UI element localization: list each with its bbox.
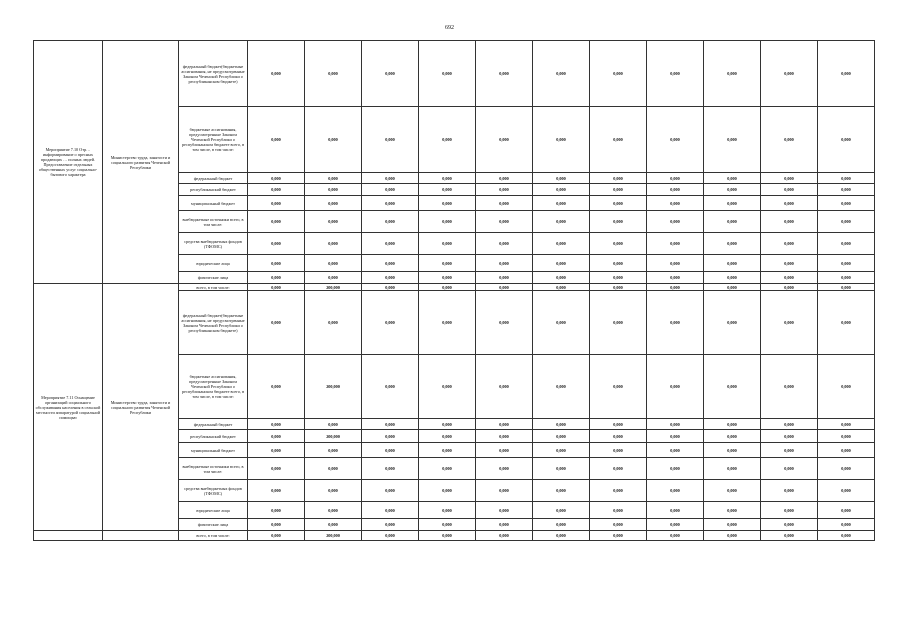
value-cell: 0,000 <box>248 211 305 233</box>
value-cell: 200,000 <box>305 355 362 419</box>
value-cell: 0,000 <box>590 211 647 233</box>
value-cell: 0,000 <box>704 255 761 272</box>
value-cell: 0,000 <box>419 284 476 291</box>
value-cell: 0,000 <box>590 41 647 107</box>
value-cell: 0,000 <box>305 458 362 480</box>
value-cell: 0,000 <box>761 184 818 196</box>
value-cell: 0,000 <box>533 233 590 255</box>
value-cell: 0,000 <box>419 233 476 255</box>
value-cell: 0,000 <box>704 502 761 519</box>
value-cell: 0,000 <box>476 107 533 173</box>
funding-source: средства внебюджетных фондов (ТФОМС) <box>179 233 248 255</box>
value-cell: 0,000 <box>761 531 818 541</box>
value-cell: 0,000 <box>419 443 476 458</box>
value-cell: 0,000 <box>476 480 533 502</box>
value-cell: 0,000 <box>362 107 419 173</box>
value-cell: 0,000 <box>818 211 875 233</box>
funding-source: физические лица <box>179 519 248 531</box>
value-cell: 0,000 <box>818 355 875 419</box>
value-cell: 0,000 <box>533 531 590 541</box>
value-cell: 0,000 <box>248 107 305 173</box>
value-cell: 0,000 <box>248 519 305 531</box>
value-cell: 0,000 <box>590 272 647 284</box>
value-cell: 0,000 <box>590 443 647 458</box>
measure-name: Мероприятие 7.11 Оснащение организаций социального обслуживания населения в сельской местности аппаратурой социальной помощью <box>34 284 103 531</box>
value-cell: 0,000 <box>419 211 476 233</box>
value-cell: 0,000 <box>647 255 704 272</box>
value-cell: 0,000 <box>362 458 419 480</box>
executor-name <box>103 531 179 541</box>
value-cell: 200,000 <box>305 531 362 541</box>
value-cell: 0,000 <box>818 233 875 255</box>
funding-source: юридические лица <box>179 255 248 272</box>
executor-name: Министерство труда, занятости и социального развития Чеченской Республики <box>103 41 179 284</box>
value-cell: 0,000 <box>761 284 818 291</box>
table-row <box>34 41 875 107</box>
value-cell: 0,000 <box>647 519 704 531</box>
value-cell: 0,000 <box>818 458 875 480</box>
value-cell: 0,000 <box>476 272 533 284</box>
value-cell: 0,000 <box>476 355 533 419</box>
value-cell: 0,000 <box>248 184 305 196</box>
value-cell: 0,000 <box>305 211 362 233</box>
funding-source: муниципальный бюджет <box>179 443 248 458</box>
value-cell: 0,000 <box>647 443 704 458</box>
value-cell: 0,000 <box>419 419 476 430</box>
value-cell: 0,000 <box>704 284 761 291</box>
value-cell: 0,000 <box>419 255 476 272</box>
executor-name: Министерство труда, занятости и социального развития Чеченской Республики <box>103 284 179 531</box>
value-cell: 0,000 <box>305 255 362 272</box>
value-cell: 0,000 <box>590 255 647 272</box>
funding-source: средства внебюджетных фондов (ТФОМС) <box>179 480 248 502</box>
value-cell: 0,000 <box>362 284 419 291</box>
value-cell: 0,000 <box>362 480 419 502</box>
value-cell: 0,000 <box>647 430 704 443</box>
value-cell: 0,000 <box>533 480 590 502</box>
value-cell: 0,000 <box>476 430 533 443</box>
value-cell: 0,000 <box>590 107 647 173</box>
value-cell: 0,000 <box>704 480 761 502</box>
value-cell: 0,000 <box>704 184 761 196</box>
value-cell: 0,000 <box>419 41 476 107</box>
value-cell: 0,000 <box>647 272 704 284</box>
value-cell: 0,000 <box>305 184 362 196</box>
value-cell: 0,000 <box>818 419 875 430</box>
value-cell: 0,000 <box>704 196 761 211</box>
value-cell: 0,000 <box>647 419 704 430</box>
value-cell: 0,000 <box>704 173 761 184</box>
value-cell: 0,000 <box>362 196 419 211</box>
value-cell: 0,000 <box>647 173 704 184</box>
funding-source: бюджетные ассигнования, предусмотренные Законом Чеченской Республики о республиканском бюджете всего, в том числе, в том числе: <box>179 355 248 419</box>
value-cell: 0,000 <box>761 458 818 480</box>
value-cell: 0,000 <box>704 107 761 173</box>
value-cell: 0,000 <box>818 196 875 211</box>
funding-source: юридические лица <box>179 502 248 519</box>
value-cell: 0,000 <box>533 284 590 291</box>
value-cell: 0,000 <box>590 419 647 430</box>
value-cell: 0,000 <box>362 211 419 233</box>
funding-source: внебюджетные источники всего, в том числе: <box>179 458 248 480</box>
value-cell: 0,000 <box>362 502 419 519</box>
value-cell: 0,000 <box>647 502 704 519</box>
value-cell: 0,000 <box>476 531 533 541</box>
measure-name: Мероприятие 7.10 Отр… информирование о пресных продающих … полных людей. Предоставление отдельных общественных услуг социально-бытового характера <box>34 41 103 284</box>
value-cell: 200,000 <box>305 430 362 443</box>
value-cell: 0,000 <box>704 355 761 419</box>
value-cell: 0,000 <box>476 519 533 531</box>
value-cell: 0,000 <box>761 107 818 173</box>
value-cell: 0,000 <box>761 233 818 255</box>
value-cell: 0,000 <box>818 430 875 443</box>
value-cell: 0,000 <box>248 173 305 184</box>
value-cell: 0,000 <box>590 184 647 196</box>
funding-source: республиканский бюджет <box>179 184 248 196</box>
value-cell: 0,000 <box>305 107 362 173</box>
value-cell: 0,000 <box>533 430 590 443</box>
value-cell: 0,000 <box>647 355 704 419</box>
value-cell: 0,000 <box>476 255 533 272</box>
value-cell: 0,000 <box>533 173 590 184</box>
value-cell: 0,000 <box>590 531 647 541</box>
value-cell: 0,000 <box>248 531 305 541</box>
value-cell: 0,000 <box>590 502 647 519</box>
funding-source: муниципальный бюджет <box>179 196 248 211</box>
value-cell: 0,000 <box>590 291 647 355</box>
funding-source: федеральный бюджет(бюджетные ассигнования, не предусмотренные Законом Чеченской Республики о республиканском бюджете) <box>179 41 248 107</box>
value-cell: 0,000 <box>362 430 419 443</box>
funding-source: физические лица <box>179 272 248 284</box>
value-cell: 0,000 <box>761 480 818 502</box>
value-cell: 0,000 <box>476 443 533 458</box>
value-cell: 0,000 <box>590 458 647 480</box>
measure-name <box>34 531 103 541</box>
value-cell: 0,000 <box>362 291 419 355</box>
value-cell: 0,000 <box>590 173 647 184</box>
value-cell: 0,000 <box>704 430 761 443</box>
funding-source: федеральный бюджет <box>179 419 248 430</box>
value-cell: 0,000 <box>419 184 476 196</box>
value-cell: 0,000 <box>818 173 875 184</box>
funding-source: федеральный бюджет <box>179 173 248 184</box>
value-cell: 0,000 <box>419 531 476 541</box>
value-cell: 0,000 <box>704 41 761 107</box>
value-cell: 0,000 <box>248 255 305 272</box>
page-number: 692 <box>445 25 454 31</box>
value-cell: 0,000 <box>419 173 476 184</box>
value-cell: 0,000 <box>362 355 419 419</box>
value-cell: 0,000 <box>761 255 818 272</box>
value-cell: 0,000 <box>818 291 875 355</box>
value-cell: 0,000 <box>761 272 818 284</box>
value-cell: 0,000 <box>590 430 647 443</box>
value-cell: 0,000 <box>647 41 704 107</box>
value-cell: 0,000 <box>362 173 419 184</box>
value-cell: 0,000 <box>533 519 590 531</box>
value-cell: 0,000 <box>305 519 362 531</box>
value-cell: 0,000 <box>248 41 305 107</box>
value-cell: 0,000 <box>818 502 875 519</box>
value-cell: 0,000 <box>818 184 875 196</box>
value-cell: 0,000 <box>818 480 875 502</box>
value-cell: 0,000 <box>761 355 818 419</box>
funding-source: внебюджетные источники всего, в том числе: <box>179 211 248 233</box>
value-cell: 0,000 <box>419 355 476 419</box>
value-cell: 0,000 <box>362 272 419 284</box>
value-cell: 0,000 <box>647 458 704 480</box>
value-cell: 0,000 <box>761 519 818 531</box>
value-cell: 0,000 <box>533 211 590 233</box>
value-cell: 0,000 <box>476 211 533 233</box>
value-cell: 0,000 <box>704 443 761 458</box>
value-cell: 0,000 <box>761 211 818 233</box>
value-cell: 0,000 <box>533 443 590 458</box>
value-cell: 0,000 <box>305 41 362 107</box>
value-cell: 0,000 <box>305 480 362 502</box>
value-cell: 0,000 <box>704 458 761 480</box>
value-cell: 0,000 <box>647 184 704 196</box>
value-cell: 0,000 <box>248 443 305 458</box>
value-cell: 200,000 <box>305 284 362 291</box>
value-cell: 0,000 <box>590 284 647 291</box>
value-cell: 0,000 <box>704 272 761 284</box>
value-cell: 0,000 <box>818 443 875 458</box>
value-cell: 0,000 <box>761 291 818 355</box>
value-cell: 0,000 <box>647 531 704 541</box>
funding-source: бюджетные ассигнования, предусмотренные Законом Чеченской Республики о республиканском бюджете всего, в том числе, в том числе: <box>179 107 248 173</box>
value-cell: 0,000 <box>818 272 875 284</box>
value-cell: 0,000 <box>533 419 590 430</box>
value-cell: 0,000 <box>305 419 362 430</box>
value-cell: 0,000 <box>704 419 761 430</box>
value-cell: 0,000 <box>590 196 647 211</box>
value-cell: 0,000 <box>533 355 590 419</box>
table-row <box>34 531 875 541</box>
value-cell: 0,000 <box>305 173 362 184</box>
value-cell: 0,000 <box>362 41 419 107</box>
value-cell: 0,000 <box>248 355 305 419</box>
value-cell: 0,000 <box>761 196 818 211</box>
value-cell: 0,000 <box>533 107 590 173</box>
value-cell: 0,000 <box>533 291 590 355</box>
value-cell: 0,000 <box>248 502 305 519</box>
table-row <box>34 284 875 291</box>
value-cell: 0,000 <box>419 291 476 355</box>
value-cell: 0,000 <box>533 184 590 196</box>
value-cell: 0,000 <box>476 458 533 480</box>
value-cell: 0,000 <box>419 272 476 284</box>
value-cell: 0,000 <box>362 184 419 196</box>
value-cell: 0,000 <box>248 233 305 255</box>
value-cell: 0,000 <box>419 458 476 480</box>
value-cell: 0,000 <box>761 502 818 519</box>
value-cell: 0,000 <box>533 272 590 284</box>
value-cell: 0,000 <box>476 284 533 291</box>
value-cell: 0,000 <box>305 272 362 284</box>
funding-source: всего, в том числе: <box>179 284 248 291</box>
value-cell: 0,000 <box>305 233 362 255</box>
value-cell: 0,000 <box>647 291 704 355</box>
value-cell: 0,000 <box>305 291 362 355</box>
value-cell: 0,000 <box>647 480 704 502</box>
value-cell: 0,000 <box>362 443 419 458</box>
value-cell: 0,000 <box>419 196 476 211</box>
value-cell: 0,000 <box>533 458 590 480</box>
value-cell: 0,000 <box>362 255 419 272</box>
value-cell: 0,000 <box>704 291 761 355</box>
value-cell: 0,000 <box>476 173 533 184</box>
value-cell: 0,000 <box>704 519 761 531</box>
value-cell: 0,000 <box>647 233 704 255</box>
value-cell: 0,000 <box>419 430 476 443</box>
value-cell: 0,000 <box>476 502 533 519</box>
value-cell: 0,000 <box>419 519 476 531</box>
value-cell: 0,000 <box>533 196 590 211</box>
value-cell: 0,000 <box>476 291 533 355</box>
value-cell: 0,000 <box>704 211 761 233</box>
value-cell: 0,000 <box>419 502 476 519</box>
value-cell: 0,000 <box>704 233 761 255</box>
value-cell: 0,000 <box>305 502 362 519</box>
value-cell: 0,000 <box>647 211 704 233</box>
value-cell: 0,000 <box>419 107 476 173</box>
value-cell: 0,000 <box>533 255 590 272</box>
value-cell: 0,000 <box>590 480 647 502</box>
value-cell: 0,000 <box>248 291 305 355</box>
funding-source: республиканский бюджет <box>179 430 248 443</box>
value-cell: 0,000 <box>704 531 761 541</box>
value-cell: 0,000 <box>248 272 305 284</box>
value-cell: 0,000 <box>248 458 305 480</box>
value-cell: 0,000 <box>647 196 704 211</box>
value-cell: 0,000 <box>647 284 704 291</box>
value-cell: 0,000 <box>761 419 818 430</box>
value-cell: 0,000 <box>248 284 305 291</box>
value-cell: 0,000 <box>590 355 647 419</box>
value-cell: 0,000 <box>248 196 305 211</box>
value-cell: 0,000 <box>305 196 362 211</box>
value-cell: 0,000 <box>362 233 419 255</box>
value-cell: 0,000 <box>818 107 875 173</box>
value-cell: 0,000 <box>248 419 305 430</box>
value-cell: 0,000 <box>248 480 305 502</box>
value-cell: 0,000 <box>647 107 704 173</box>
funding-source: всего, в том числе: <box>179 531 248 541</box>
value-cell: 0,000 <box>818 519 875 531</box>
value-cell: 0,000 <box>818 284 875 291</box>
value-cell: 0,000 <box>590 233 647 255</box>
value-cell: 0,000 <box>818 255 875 272</box>
value-cell: 0,000 <box>533 41 590 107</box>
value-cell: 0,000 <box>761 443 818 458</box>
funding-source: федеральный бюджет(бюджетные ассигнования, не предусмотренные Законом Чеченской Республики о республиканском бюджете) <box>179 291 248 355</box>
budget-table <box>33 40 875 541</box>
value-cell: 0,000 <box>476 41 533 107</box>
value-cell: 0,000 <box>476 419 533 430</box>
value-cell: 0,000 <box>362 519 419 531</box>
value-cell: 0,000 <box>818 41 875 107</box>
value-cell: 0,000 <box>476 184 533 196</box>
value-cell: 0,000 <box>362 531 419 541</box>
value-cell: 0,000 <box>362 419 419 430</box>
value-cell: 0,000 <box>476 233 533 255</box>
value-cell: 0,000 <box>476 196 533 211</box>
value-cell: 0,000 <box>590 519 647 531</box>
value-cell: 0,000 <box>761 173 818 184</box>
value-cell: 0,000 <box>761 430 818 443</box>
value-cell: 0,000 <box>761 41 818 107</box>
value-cell: 0,000 <box>419 480 476 502</box>
value-cell: 0,000 <box>305 443 362 458</box>
value-cell: 0,000 <box>533 502 590 519</box>
value-cell: 0,000 <box>818 531 875 541</box>
value-cell: 0,000 <box>248 430 305 443</box>
